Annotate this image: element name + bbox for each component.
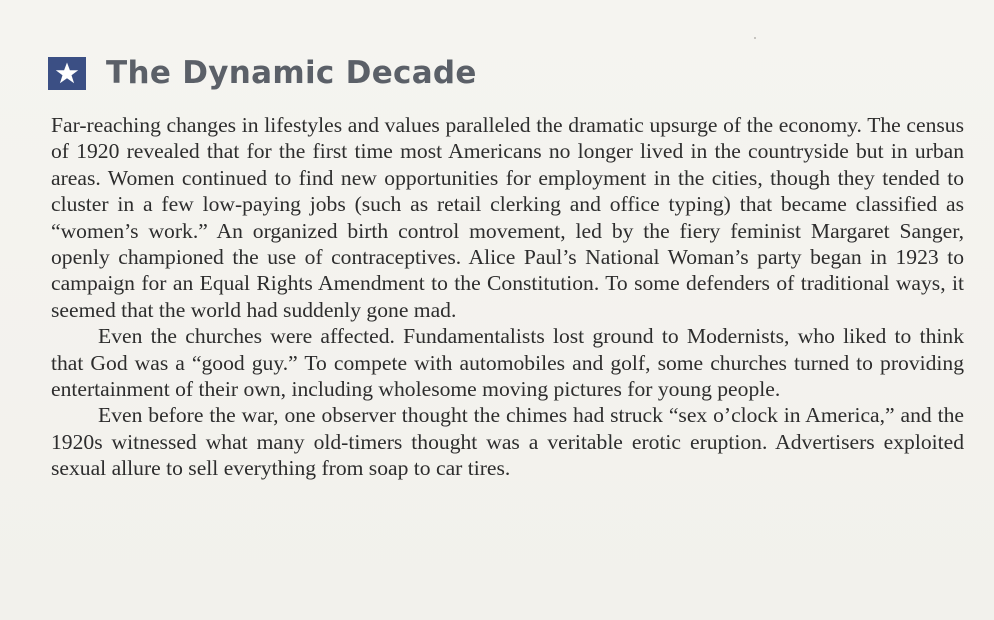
paragraph-3: Even before the war, one observer thought the chimes had struck “sex o’clock in America,” and the 1920s witnessed what many old-timers thought was a veritable erotic eruption. Advertisers exploited sexual allure to sell everything from soap to car tires. [51,403,964,481]
star-icon [48,57,86,90]
paragraph-1: Far-reaching changes in lifestyles and values paralleled the dramatic upsurge of the economy. The census of 1920 revealed that for the first time most Americans no longer lived in the countryside but in urban areas. Women continued to find new opportunities for employment in the cities, though they tended to cluster in a few low-paying jobs (such as retail clerking and office typing) that became classified as “women’s work.” An organized birth control movement, led by the fiery feminist Margaret Sanger, openly championed the use of contraceptives. Alice Paul’s National Woman’s party began in 1923 to campaign for an Equal Rights Amendment to the Constitution. To some defenders of traditional ways, it seemed that the world had suddenly gone mad. [51,113,964,322]
body-text [51,112,964,482]
paragraph-2: Even the churches were affected. Fundamentalists lost ground to Modernists, who liked to think that God was a “good guy.” To compete with automobiles and golf, some churches turned to providing entertainment of their own, including wholesome moving pictures for young people. [51,324,964,402]
page-speck [754,37,756,39]
section-heading [48,52,477,94]
section-title: The Dynamic Decade [106,54,477,91]
